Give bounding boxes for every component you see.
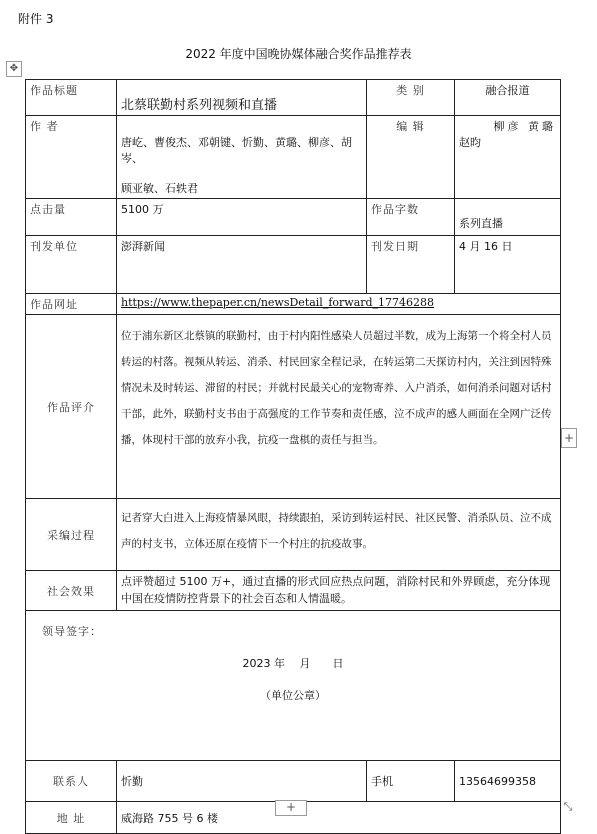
clicks-label: 点击量 <box>26 199 117 236</box>
move-icon[interactable]: ✥ <box>6 61 22 77</box>
publisher-label: 刊发单位 <box>26 236 117 294</box>
phone-label: 手机 <box>367 761 455 802</box>
row-sign <box>26 611 561 761</box>
review-label: 作品评介 <box>26 315 117 499</box>
address-label: 地 址 <box>26 802 117 834</box>
work-title-text: 北蔡联勤村系列视频和直播 <box>121 98 278 113</box>
effect-value[interactable] <box>117 571 561 611</box>
url-value[interactable] <box>117 294 561 315</box>
process-value[interactable] <box>117 499 561 571</box>
editor-line-1: 柳彦 黄璐 <box>493 120 556 133</box>
row-url <box>26 294 561 315</box>
review-value[interactable] <box>117 315 561 499</box>
contact-label: 联系人 <box>26 761 117 802</box>
resize-icon[interactable]: ⤡ <box>563 800 573 813</box>
row-title <box>26 80 561 116</box>
row-author <box>26 116 561 199</box>
work-title-label: 作品标题 <box>26 80 117 116</box>
author-line-1: 唐屹、曹俊杰、邓朝键、忻勤、黄璐、柳彦、胡岑、 <box>121 136 352 165</box>
contact-value[interactable]: 忻勤 <box>117 761 367 802</box>
author-line-2: 顾亚敏、石轶君 <box>121 182 198 195</box>
add-row-icon[interactable]: + <box>275 800 307 816</box>
clicks-value[interactable]: 5100 万 <box>117 199 367 236</box>
seal-text: （单位公章） <box>260 689 326 702</box>
category-label: 类 别 <box>367 80 455 116</box>
attachment-label: 附件 3 <box>18 12 54 26</box>
leader-sign-label: 领导签字： <box>42 625 102 638</box>
work-title-value[interactable] <box>117 80 367 116</box>
row-review <box>26 315 561 499</box>
author-label: 作 者 <box>26 116 117 199</box>
row-process <box>26 499 561 571</box>
row-clicks <box>26 199 561 236</box>
editor-value[interactable] <box>455 116 561 199</box>
url-label: 作品网址 <box>26 294 117 315</box>
effect-text: 点评赞超过 5100 万+，通过直播的形式回应热点问题，消除村民和外界顾虑，充分体现中国在疫情防控背景下的社会百态和人情温暖。 <box>121 575 551 605</box>
add-column-icon[interactable]: + <box>561 428 577 448</box>
row-contact <box>26 761 561 802</box>
phone-value[interactable]: 13564699358 <box>455 761 561 802</box>
row-publisher <box>26 236 561 294</box>
process-label: 采编过程 <box>26 499 117 571</box>
sign-date: 2023 年 月 日 <box>242 657 344 670</box>
row-effect <box>26 571 561 611</box>
review-text: 位于浦东新区北蔡镇的联勤村，由于村内阳性感染人员超过半数，成为上海第一个将全村人员转运的村落。视频从转运、消杀、村民回家全程记录，在转运第二天探访村内，关注到因特殊情况未及时转运、滞留的村民；并就村民最关心的宠物寄养、入户消杀，如何消杀问题对话村干部，此外，联勤村支书由于高强度的工作节奏和责任感，泣不成声的感人画面在全网广泛传播，体现村干部的放弃小我，抗疫一盘棋的责任与担当。 <box>121 330 552 446</box>
author-value[interactable] <box>117 116 367 199</box>
word-count-label: 作品字数 <box>367 199 455 236</box>
form-title: 2022 年度中国晚协媒体融合奖作品推荐表 <box>185 47 412 61</box>
address-value[interactable]: 威海路 755 号 6 楼 <box>117 802 561 834</box>
recommendation-form-table <box>25 79 561 834</box>
editor-line-2: 赵昀 <box>459 136 481 149</box>
url-link[interactable]: https://www.thepaper.cn/newsDetail_forward_17746288 <box>121 296 435 309</box>
publisher-value[interactable]: 澎湃新闻 <box>117 236 367 294</box>
publish-date-label: 刊发日期 <box>367 236 455 294</box>
word-count-value[interactable] <box>455 199 561 236</box>
publish-date-value[interactable]: 4 月 16 日 <box>455 236 561 294</box>
editor-label: 编 辑 <box>367 116 455 199</box>
word-count-text: 系列直播 <box>459 217 503 230</box>
sign-cell[interactable] <box>26 611 561 761</box>
category-value[interactable]: 融合报道 <box>455 80 561 116</box>
effect-label: 社会效果 <box>26 571 117 611</box>
process-text: 记者穿大白进入上海疫情暴风眼，持续跟拍，采访到转运村民、社区民警、消杀队员、泣不成声的村支书，立体还原在疫情下一个村庄的抗疫故事。 <box>121 512 552 550</box>
